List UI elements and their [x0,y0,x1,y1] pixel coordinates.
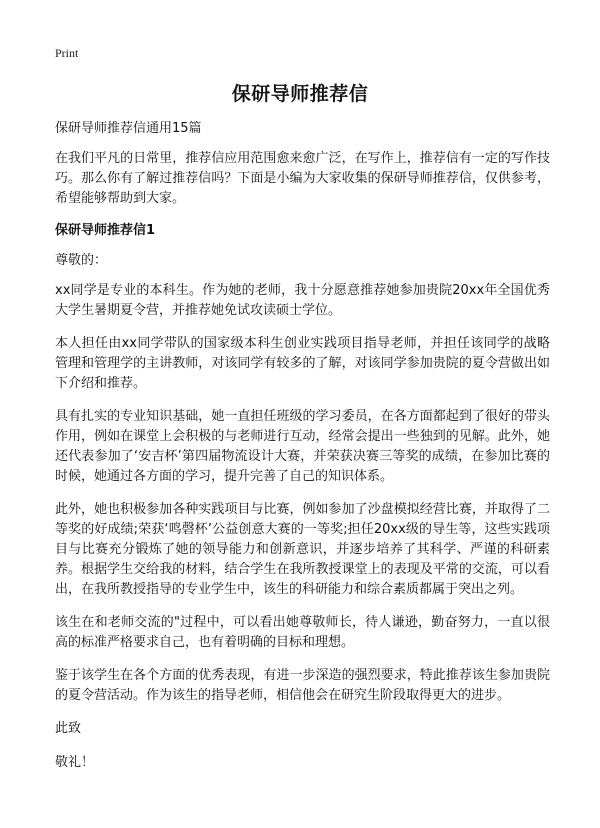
section-heading: 保研导师推荐信1 [55,223,156,238]
body-paragraph: 此外，她也积极参加各种实践项目与比赛，例如参加了沙盘模拟经营比赛，并取得了二等奖的好成绩;荣获‘鸣磬杯’公益创意大赛的一等奖;担任20xx级的导生等，这些实践项目与比赛充分锻炼了她的领导能力和创新意识，并逐步培养了其科学、严谨的科研素养。根据学生交给我的材料，结合学生在我所教授课堂上的表现及平常的交流，可以看出，在我所教授指导的专业学生中，该生的科研能力和综合素质都属于突出之列。 [55,502,550,597]
page-title: 保研导师推荐信 [231,83,369,105]
document-subtitle: 保研导师推荐信通用15篇 [55,121,202,136]
print-link[interactable]: Print [55,46,79,60]
body-paragraph: 鉴于该学生在各个方面的优秀表现，有进一步深造的强烈要求，特此推荐该生参加贵院的夏令营活动。作为该生的指导老师，相信他会在研究生阶段取得更大的进步。 [55,668,550,703]
closing-line: 此致 [55,721,82,736]
body-paragraph: 本人担任由xx同学带队的国家级本科生创业实践项目指导老师，并担任该同学的战略管理和管理学的主讲教师，对该同学有较多的了解，对该同学参加贵院的夏令营做出如下介绍和推荐。 [55,336,550,391]
closing-salutation: 敬礼！ [55,755,95,770]
body-paragraph: 具有扎实的专业知识基础，她一直担任班级的学习委员，在各方面都起到了很好的带头作用，例如在课堂上会积极的与老师进行互动，经常会提出一些独到的见解。此外，她还代表参加了‘安吉杯’第四届物流设计大赛，并荣获决赛三等奖的成绩，在参加比赛的时候，她通过各方面的学习，提升完善了自己的知识体系。 [55,409,550,484]
intro-paragraph: 在我们平凡的日常里，推荐信应用范围愈来愈广泛，在写作上，推荐信有一定的写作技巧。那么你有了解过推荐信吗？下面是小编为大家收集的保研导师推荐信，仅供参考，希望能够帮助到大家。 [55,151,550,206]
body-paragraph: xx同学是专业的本科生。作为她的老师，我十分愿意推荐她参加贵院20xx年全国优秀大学生暑期夏令营，并推荐她免试攻读硕士学位。 [55,283,550,318]
document-body [55,120,550,786]
body-paragraph: 该生在和老师交流的"过程中，可以看出她尊敬师长，待人谦逊，勤奋努力，一直以很高的标准严格要求自己，也有着明确的目标和理想。 [55,615,550,650]
greeting: 尊敬的： [55,253,108,268]
